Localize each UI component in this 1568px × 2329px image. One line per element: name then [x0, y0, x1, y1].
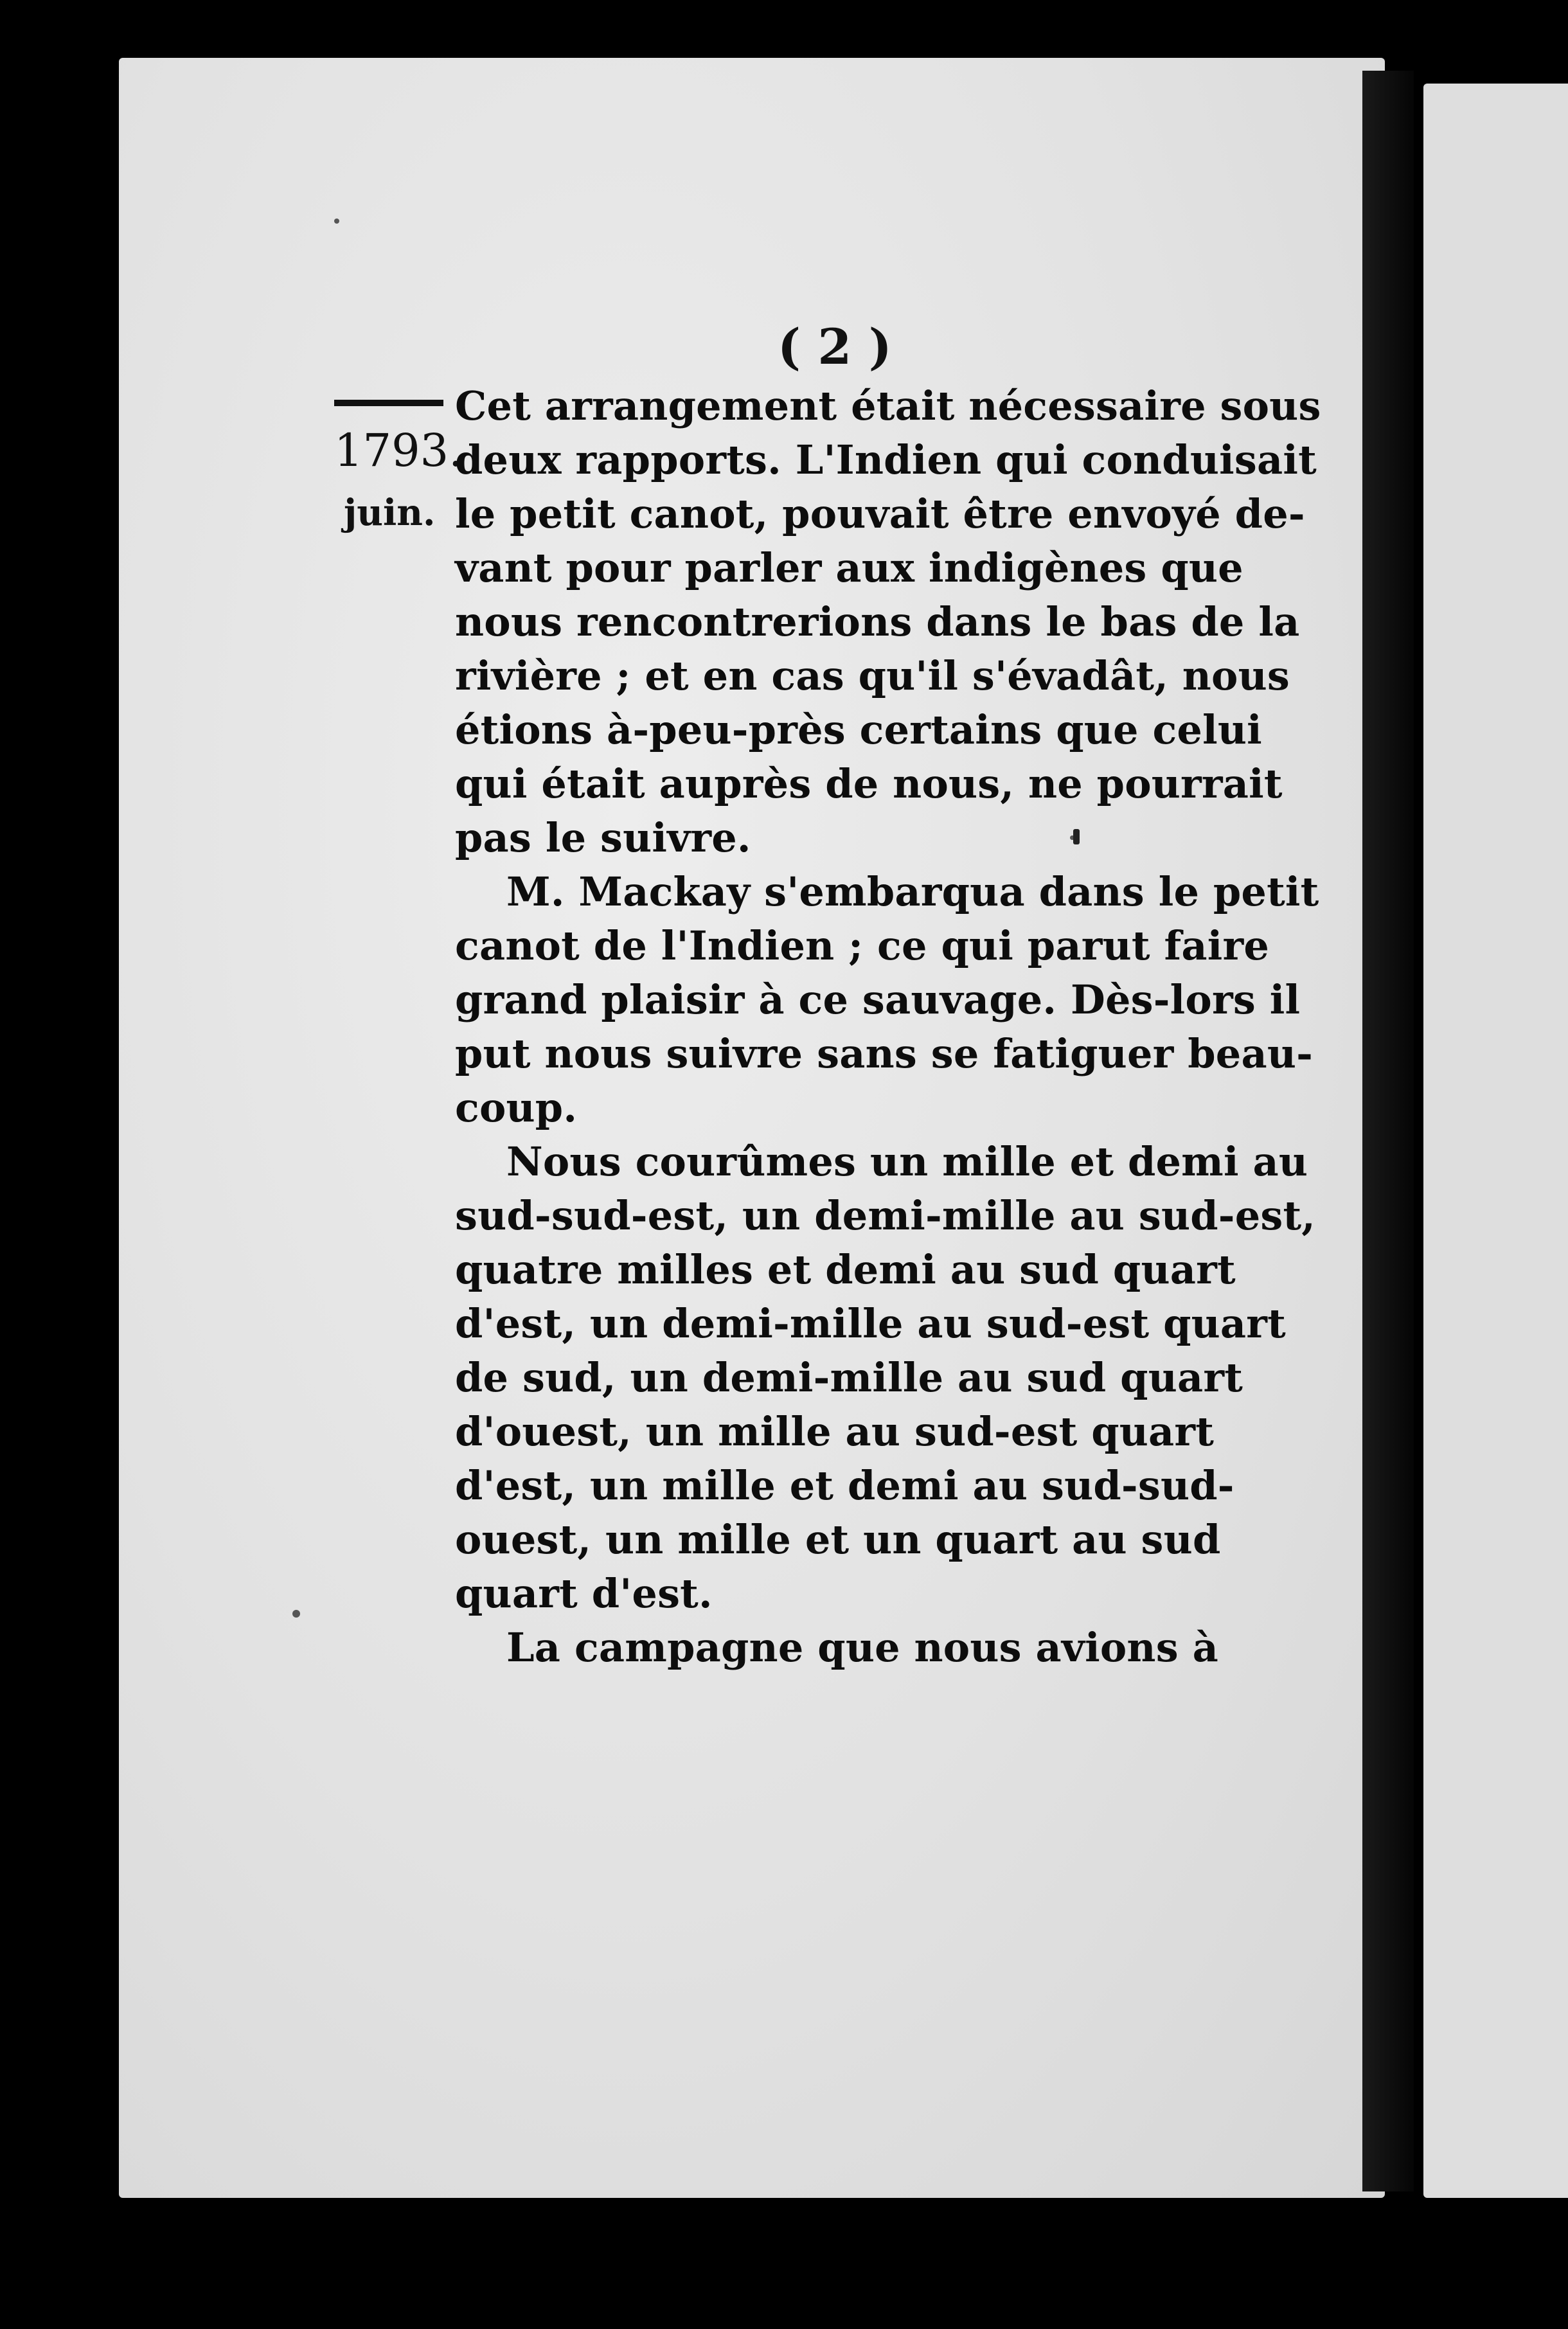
text-line: M. Mackay s'embarqua dans le petit: [506, 868, 1319, 915]
paper-speck: [334, 219, 339, 224]
body-text: [455, 379, 1321, 1675]
margin-rule: [334, 400, 443, 406]
text-line: ouest, un mille et un quart au sud: [455, 1516, 1221, 1563]
facing-page: [1423, 84, 1568, 2198]
text-line: grand plaisir à ce sauvage. Dès-lors il: [455, 976, 1301, 1023]
text-line: étions à-peu-près certains que celui: [455, 706, 1262, 753]
text-line: quatre milles et demi au sud quart: [455, 1246, 1236, 1293]
text-line: Nous courûmes un mille et demi au: [506, 1138, 1308, 1185]
text-line: vant pour parler aux indigènes que: [455, 544, 1243, 591]
paper-speck: [1073, 829, 1080, 844]
page-gutter: [1362, 71, 1414, 2191]
text-line: nous rencontrerions dans le bas de la: [455, 598, 1300, 645]
text-line: quart d'est.: [455, 1570, 713, 1617]
margin-month: juin.: [344, 492, 436, 534]
text-line: La campagne que nous avions à: [506, 1624, 1218, 1671]
paper-speck: [292, 1610, 300, 1618]
text-line: pas le suivre.: [455, 814, 751, 861]
margin-year: 1793.: [334, 424, 463, 477]
text-line: d'est, un demi-mille au sud-est quart: [455, 1300, 1286, 1347]
text-line: rivière ; et en cas qu'il s'évadât, nous: [455, 652, 1290, 699]
text-line: d'ouest, un mille au sud-est quart: [455, 1408, 1215, 1455]
text-line: d'est, un mille et demi au sud-sud-: [455, 1462, 1234, 1509]
text-line: Cet arrangement était nécessaire sous: [455, 382, 1321, 429]
text-line: coup.: [455, 1084, 578, 1131]
page-number: ( 2 ): [778, 318, 892, 375]
text-line: put nous suivre sans se fatiguer beau-: [455, 1030, 1314, 1077]
text-line: de sud, un demi-mille au sud quart: [455, 1354, 1243, 1401]
text-line: sud-sud-est, un demi-mille au sud-est,: [455, 1192, 1316, 1239]
text-line: qui était auprès de nous, ne pourrait: [455, 760, 1283, 807]
text-line: canot de l'Indien ; ce qui parut faire: [455, 922, 1270, 969]
text-line: le petit canot, pouvait être envoyé de-: [455, 490, 1305, 537]
text-line: deux rapports. L'Indien qui conduisait: [455, 436, 1317, 483]
